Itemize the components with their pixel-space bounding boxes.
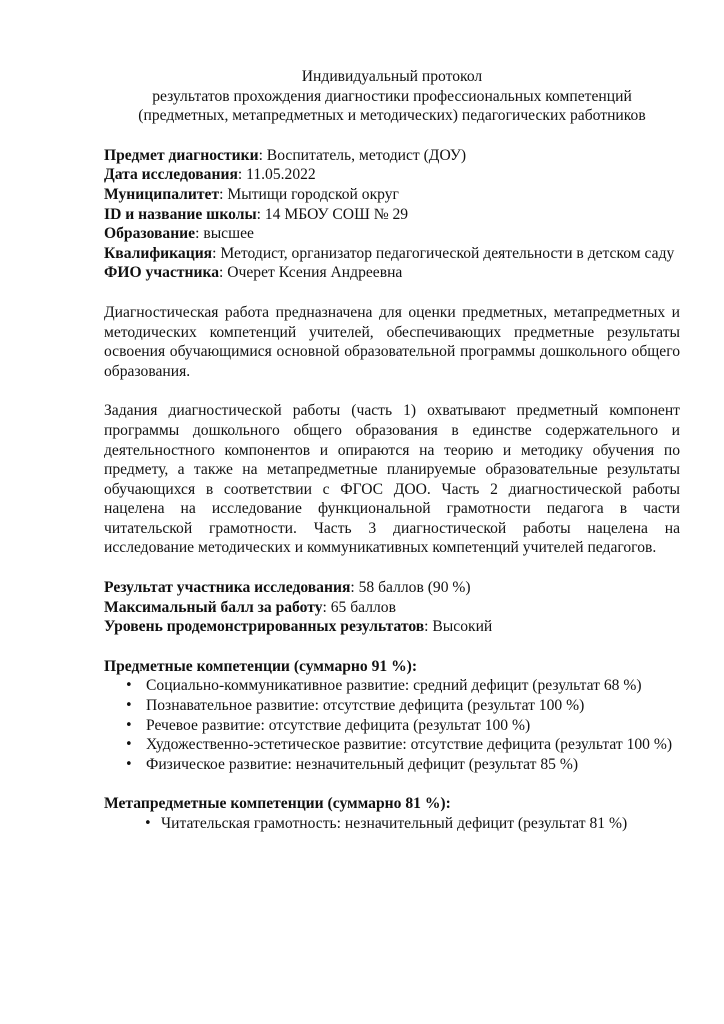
subject-competency-list <box>104 676 680 774</box>
result-level <box>104 617 680 637</box>
list-item: • Речевое развитие: отсутствие дефицита (результат 100 %) <box>104 716 680 736</box>
list-item: • Познавательное развитие: отсутствие дефицита (результат 100 %) <box>104 696 680 716</box>
field-label: Образование <box>104 225 196 243</box>
result-value: : 58 баллов (90 %) <box>350 579 471 597</box>
list-item: • Художественно-эстетическое развитие: отсутствие дефицита (результат 100 %) <box>104 735 680 755</box>
field-label: ID и название школы <box>104 205 257 223</box>
title-line-2: результатов прохождения диагностики профессиональных компетенций <box>152 87 632 105</box>
protocol-title <box>104 67 680 126</box>
subject-competencies <box>104 657 680 775</box>
field-value: : 14 МБОУ СОШ № 29 <box>256 205 409 223</box>
field-subject <box>104 146 680 166</box>
section-heading: Метапредметные компетенции (суммарно 81 %): <box>104 795 451 813</box>
list-item: • Физическое развитие: незначительный дефицит (результат 85 %) <box>104 755 680 775</box>
field-value: : высшее <box>195 225 254 243</box>
field-label: Квалификация <box>104 244 213 262</box>
section-heading: Предметные компетенции (суммарно 91 %): <box>104 657 418 675</box>
field-label: ФИО участника <box>104 264 220 282</box>
field-label: Предмет диагностики <box>104 146 259 164</box>
field-participant-name <box>104 263 680 283</box>
results-block <box>104 578 680 637</box>
field-value: : Методист, организатор педагогической деятельности в детском саду <box>212 244 675 262</box>
field-value: : Очерет Ксения Андреевна <box>219 264 403 282</box>
meta-competency-list <box>104 814 680 834</box>
list-item: • Читательская грамотность: незначительный дефицит (результат 81 %) <box>104 814 680 834</box>
field-value: : 11.05.2022 <box>237 166 316 184</box>
field-qualification <box>104 244 680 264</box>
title-line-3: (предметных, метапредметных и методических) педагогических работников <box>138 107 646 125</box>
field-school <box>104 205 680 225</box>
result-value: : Высокий <box>424 618 493 636</box>
description-paragraph-1: Диагностическая работа предназначена для оценки предметных, метапредметных и методических компетенций учителей, обеспечивающих предметные результаты освоения обучающимися основной образовательной программы дошкольного общего образования. <box>104 303 680 380</box>
result-score <box>104 578 680 598</box>
title-line-1: Индивидуальный протокол <box>301 68 483 85</box>
document-body <box>104 67 680 834</box>
field-education <box>104 224 680 244</box>
field-date <box>104 165 680 185</box>
participant-info <box>104 146 680 283</box>
field-label: Дата исследования <box>104 166 238 184</box>
result-value: : 65 баллов <box>322 598 396 616</box>
list-item: • Социально-коммуникативное развитие: средний дефицит (результат 68 %) <box>104 676 680 696</box>
field-label: Муниципалитет <box>104 185 220 203</box>
meta-competencies <box>104 794 680 833</box>
description-paragraph-2: Задания диагностической работы (часть 1) охватывают предметный компонент программы дошкольного общего образования в единстве содержательного и деятельностного компонентов и опираются на теорию и методику обучения по предмету, а также на метапредметные планируемые образовательные результаты обучающихся в соответствии с ФГОС ДОО. Часть 2 диагностической работы нацелена на исследование функциональной грамотности педагога в части читательской грамотности. Часть 3 диагностической работы нацелена на исследование методических и коммуникативных компетенций учителей педагогов. <box>104 402 680 557</box>
field-municipality <box>104 185 680 205</box>
result-label: Максимальный балл за работу <box>104 598 323 616</box>
result-max-score <box>104 598 680 618</box>
result-label: Уровень продемонстрированных результатов <box>104 618 425 636</box>
field-value: : Воспитатель, методист (ДОУ) <box>258 146 467 164</box>
field-value: : Мытищи городской округ <box>219 185 399 203</box>
result-label: Результат участника исследования <box>104 579 351 597</box>
